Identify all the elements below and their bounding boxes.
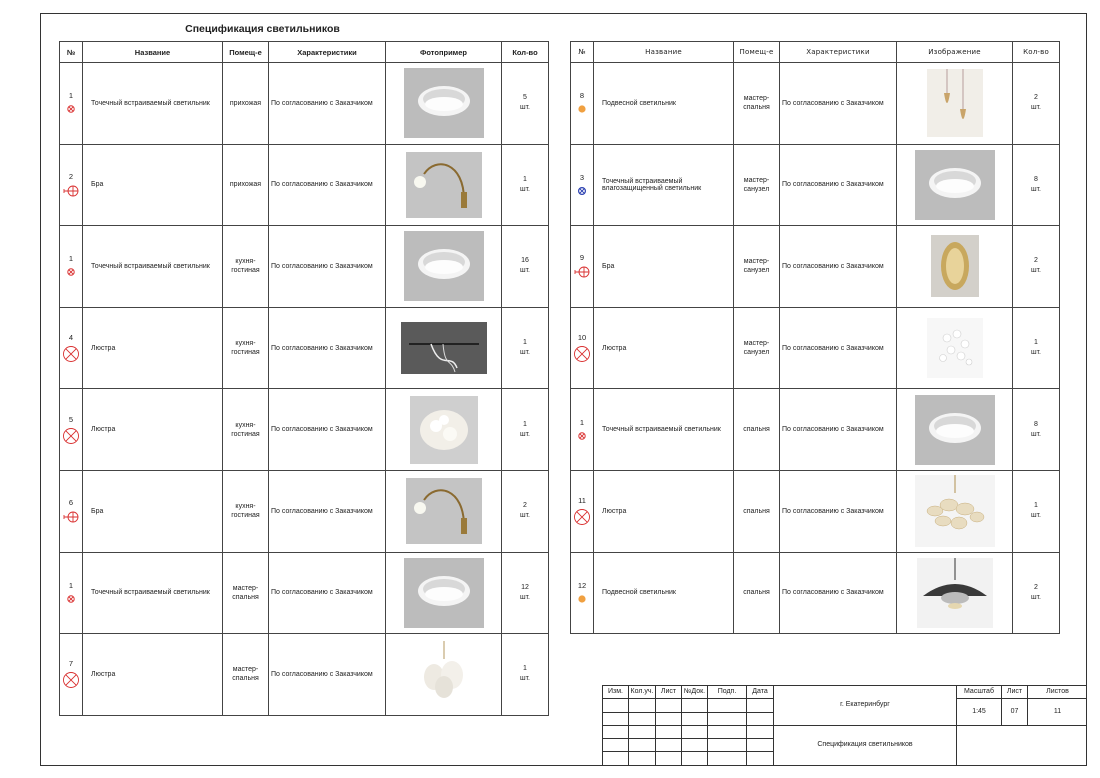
header-chars: Характеристики xyxy=(780,42,897,63)
fixture-symbol-icon xyxy=(571,593,593,605)
row-number: 1 xyxy=(68,580,74,590)
room-name: мастер-спальня xyxy=(734,63,780,145)
row-number-cell xyxy=(571,226,594,308)
room-name: мастер-санузел xyxy=(734,144,780,226)
row-number-cell xyxy=(60,389,83,471)
room-name: мастер-спальня xyxy=(223,552,269,634)
quantity-cell xyxy=(1013,389,1060,471)
quantity-value: 16 xyxy=(521,257,529,265)
fixture-symbol-icon xyxy=(60,266,82,278)
fixture-symbol-icon xyxy=(60,593,82,605)
fixture-name: Бра xyxy=(83,144,223,226)
fixture-symbol-icon xyxy=(60,510,82,524)
row-number: 2 xyxy=(68,171,74,181)
fixture-name: Люстра xyxy=(83,307,223,389)
stamp-line xyxy=(602,685,1087,686)
row-number-cell xyxy=(571,470,594,552)
row-number-cell xyxy=(60,470,83,552)
stamp-line xyxy=(655,685,656,765)
room-name: мастер-спальня xyxy=(223,634,269,716)
quantity-unit: шт. xyxy=(1031,267,1041,275)
row-number: 7 xyxy=(68,659,74,669)
quantity-unit: шт. xyxy=(520,593,530,601)
stamp-label-count: Кол.уч. xyxy=(630,688,654,695)
quantity-cell xyxy=(1013,63,1060,145)
header-room: Помещ-е xyxy=(734,42,780,63)
table-row xyxy=(60,552,549,634)
quantity-unit: шт. xyxy=(520,267,530,275)
stamp-scale: 1:45 xyxy=(972,708,986,715)
photo-cell xyxy=(386,470,502,552)
fixture-photo xyxy=(410,396,478,464)
stamp-scale-label: Масштаб xyxy=(964,688,994,695)
characteristics: По согласованию с Заказчиком xyxy=(780,307,897,389)
characteristics: По согласованию с Заказчиком xyxy=(269,144,386,226)
photo-cell xyxy=(386,63,502,145)
header-num: № xyxy=(60,42,83,63)
fixture-symbol-icon xyxy=(60,184,82,198)
quantity-value: 5 xyxy=(523,94,527,102)
quantity-value: 1 xyxy=(523,175,527,183)
table-row xyxy=(571,63,1060,145)
table-row xyxy=(60,63,549,145)
stamp-line xyxy=(956,698,1087,699)
fixture-photo xyxy=(927,318,983,378)
table-row xyxy=(60,307,549,389)
row-number: 3 xyxy=(579,172,585,182)
photo-cell xyxy=(386,389,502,471)
table-row xyxy=(571,307,1060,389)
room-name: мастер-санузел xyxy=(734,226,780,308)
row-number: 6 xyxy=(68,498,74,508)
quantity-value: 2 xyxy=(523,502,527,510)
quantity-cell xyxy=(502,470,549,552)
table-row xyxy=(60,144,549,226)
photo-cell xyxy=(897,63,1013,145)
table-row xyxy=(571,226,1060,308)
photo-cell xyxy=(386,552,502,634)
characteristics: По согласованию с Заказчиком xyxy=(269,552,386,634)
spec-table-left xyxy=(59,41,549,716)
row-number: 1 xyxy=(579,417,585,427)
room-name: кухня-гостиная xyxy=(223,470,269,552)
characteristics: По согласованию с Заказчиком xyxy=(780,552,897,634)
fixture-photo xyxy=(406,478,482,544)
quantity-cell xyxy=(1013,226,1060,308)
fixture-symbol-icon xyxy=(60,345,82,363)
quantity-unit: шт. xyxy=(520,675,530,683)
photo-cell xyxy=(386,307,502,389)
stamp-line xyxy=(628,685,629,765)
characteristics: По согласованию с Заказчиком xyxy=(780,389,897,471)
header-photo: Фотопример xyxy=(386,42,502,63)
room-name: спальня xyxy=(734,470,780,552)
photo-cell xyxy=(897,226,1013,308)
row-number: 12 xyxy=(577,580,587,590)
photo-cell xyxy=(897,389,1013,471)
stamp-sheets: 11 xyxy=(1053,708,1062,715)
fixture-name: Точечный встраиваемый влагозащищенный светильник xyxy=(594,144,734,226)
stamp-sheet: 07 xyxy=(1010,708,1019,715)
quantity-cell xyxy=(1013,144,1060,226)
stamp-line xyxy=(746,685,747,765)
table-header-row xyxy=(60,42,549,63)
row-number-cell xyxy=(571,63,594,145)
characteristics: По согласованию с Заказчиком xyxy=(780,226,897,308)
row-number: 1 xyxy=(68,91,74,101)
stamp-city: г. Екатеринбург xyxy=(840,701,890,708)
characteristics: По согласованию с Заказчиком xyxy=(269,389,386,471)
quantity-unit: шт. xyxy=(1031,430,1041,438)
row-number: 4 xyxy=(68,333,74,343)
row-number: 11 xyxy=(578,496,586,506)
stamp-doc-title: Спецификация светильников xyxy=(817,741,913,748)
quantity-value: 1 xyxy=(523,339,527,347)
stamp-line xyxy=(681,685,682,765)
stamp-label-date: Дата xyxy=(752,688,768,695)
characteristics: По согласованию с Заказчиком xyxy=(269,226,386,308)
quantity-cell xyxy=(502,552,549,634)
characteristics: По согласованию с Заказчиком xyxy=(269,470,386,552)
fixture-name: Люстра xyxy=(594,470,734,552)
quantity-cell xyxy=(502,63,549,145)
fixture-name: Бра xyxy=(594,226,734,308)
quantity-value: 1 xyxy=(523,665,527,673)
fixture-name: Подвесной светильник xyxy=(594,552,734,634)
fixture-symbol-icon xyxy=(60,671,82,689)
table-row xyxy=(60,226,549,308)
room-name: кухня-гостиная xyxy=(223,389,269,471)
header-image: Изображение xyxy=(897,42,1013,63)
stamp-line xyxy=(602,725,1087,726)
fixture-photo xyxy=(927,69,983,137)
fixture-name: Люстра xyxy=(594,307,734,389)
header-qty: Кол-во xyxy=(1013,42,1060,63)
row-number: 8 xyxy=(579,91,585,101)
header-name: Название xyxy=(594,42,734,63)
characteristics: По согласованию с Заказчиком xyxy=(780,63,897,145)
room-name: кухня-гостиная xyxy=(223,226,269,308)
row-number: 5 xyxy=(68,414,74,424)
quantity-cell xyxy=(502,144,549,226)
fixture-symbol-icon xyxy=(571,345,593,363)
fixture-name: Точечный встраиваемый светильник xyxy=(83,552,223,634)
table-row xyxy=(60,634,549,716)
fixture-name: Люстра xyxy=(83,389,223,471)
table-row xyxy=(571,552,1060,634)
quantity-value: 2 xyxy=(1034,94,1038,102)
quantity-unit: шт. xyxy=(1031,185,1041,193)
stamp-sheets-label: Листов xyxy=(1046,688,1069,695)
room-name: мастер-санузел xyxy=(734,307,780,389)
photo-cell xyxy=(897,470,1013,552)
fixture-photo xyxy=(915,150,995,220)
quantity-unit: шт. xyxy=(520,349,530,357)
characteristics: По согласованию с Заказчиком xyxy=(269,63,386,145)
fixture-symbol-icon xyxy=(571,265,593,279)
spec-table-right xyxy=(570,41,1060,634)
fixture-symbol-icon xyxy=(571,508,593,526)
quantity-value: 1 xyxy=(523,420,527,428)
fixture-photo xyxy=(915,475,995,547)
quantity-unit: шт. xyxy=(1031,104,1041,112)
page-title: Спецификация светильников xyxy=(185,23,340,35)
room-name: спальня xyxy=(734,389,780,471)
photo-cell xyxy=(897,307,1013,389)
quantity-cell xyxy=(502,634,549,716)
table-row xyxy=(60,389,549,471)
quantity-unit: шт. xyxy=(1031,593,1041,601)
table-row xyxy=(571,144,1060,226)
stamp-label-change: Изм. xyxy=(608,688,623,695)
header-chars: Характеристики xyxy=(269,42,386,63)
fixture-photo xyxy=(404,231,484,301)
fixture-name: Бра xyxy=(83,470,223,552)
header-name: Название xyxy=(83,42,223,63)
fixture-photo xyxy=(915,395,995,465)
room-name: спальня xyxy=(734,552,780,634)
fixture-symbol-icon xyxy=(571,185,593,197)
table-row xyxy=(60,470,549,552)
stamp-line xyxy=(956,725,957,765)
fixture-symbol-icon xyxy=(571,430,593,442)
stamp-line xyxy=(707,685,708,765)
quantity-value: 12 xyxy=(521,583,529,591)
quantity-unit: шт. xyxy=(1031,349,1041,357)
quantity-unit: шт. xyxy=(520,104,530,112)
stamp-label-sign: Подп. xyxy=(717,688,737,695)
photo-cell xyxy=(897,144,1013,226)
quantity-cell xyxy=(502,389,549,471)
table-header-row xyxy=(571,42,1060,63)
fixture-symbol-icon xyxy=(60,427,82,445)
quantity-unit: шт. xyxy=(520,512,530,520)
fixture-photo xyxy=(404,558,484,628)
room-name: кухня-гостиная xyxy=(223,307,269,389)
fixture-photo xyxy=(406,152,482,218)
photo-cell xyxy=(386,634,502,716)
row-number-cell xyxy=(60,307,83,389)
table-row xyxy=(571,470,1060,552)
quantity-value: 1 xyxy=(1034,502,1038,510)
fixture-name: Подвесной светильник xyxy=(594,63,734,145)
quantity-value: 2 xyxy=(1034,583,1038,591)
fixture-name: Люстра xyxy=(83,634,223,716)
room-name: прихожая xyxy=(223,63,269,145)
quantity-value: 8 xyxy=(1034,420,1038,428)
quantity-unit: шт. xyxy=(520,185,530,193)
row-number: 1 xyxy=(68,254,74,264)
stamp-line xyxy=(602,685,603,765)
header-num: № xyxy=(571,42,594,63)
quantity-cell xyxy=(1013,552,1060,634)
fixture-photo xyxy=(931,235,979,297)
header-qty: Кол-во xyxy=(502,42,549,63)
characteristics: По согласованию с Заказчиком xyxy=(780,470,897,552)
row-number-cell xyxy=(571,144,594,226)
photo-cell xyxy=(386,226,502,308)
row-number-cell xyxy=(571,389,594,471)
quantity-unit: шт. xyxy=(1031,512,1041,520)
title-block xyxy=(602,685,1087,765)
quantity-unit: шт. xyxy=(520,430,530,438)
fixture-photo xyxy=(401,322,487,374)
row-number: 10 xyxy=(577,333,587,343)
row-number-cell xyxy=(60,63,83,145)
quantity-value: 1 xyxy=(1034,339,1038,347)
stamp-line xyxy=(773,685,774,765)
fixture-name: Точечный встраиваемый светильник xyxy=(594,389,734,471)
fixture-name: Точечный встраиваемый светильник xyxy=(83,63,223,145)
characteristics: По согласованию с Заказчиком xyxy=(269,634,386,716)
photo-cell xyxy=(386,144,502,226)
quantity-value: 8 xyxy=(1034,175,1038,183)
row-number-cell xyxy=(571,552,594,634)
fixture-symbol-icon xyxy=(60,103,82,115)
characteristics: По согласованию с Заказчиком xyxy=(269,307,386,389)
row-number-cell xyxy=(60,226,83,308)
quantity-cell xyxy=(502,226,549,308)
fixture-photo xyxy=(412,639,476,709)
stamp-label-sheet: Лист xyxy=(660,688,677,695)
characteristics: По согласованию с Заказчиком xyxy=(780,144,897,226)
stamp-label-doc: №Док. xyxy=(683,688,706,695)
quantity-cell xyxy=(1013,307,1060,389)
photo-cell xyxy=(897,552,1013,634)
fixture-photo xyxy=(404,68,484,138)
row-number: 9 xyxy=(579,253,585,263)
fixture-symbol-icon xyxy=(571,103,593,115)
fixture-photo xyxy=(917,558,993,628)
room-name: прихожая xyxy=(223,144,269,226)
quantity-cell xyxy=(502,307,549,389)
header-room: Помещ-е xyxy=(223,42,269,63)
quantity-value: 2 xyxy=(1034,257,1038,265)
row-number-cell xyxy=(60,144,83,226)
row-number-cell xyxy=(60,552,83,634)
row-number-cell xyxy=(571,307,594,389)
quantity-cell xyxy=(1013,470,1060,552)
table-row xyxy=(571,389,1060,471)
row-number-cell xyxy=(60,634,83,716)
fixture-name: Точечный встраиваемый светильник xyxy=(83,226,223,308)
stamp-sheet-label: Лист xyxy=(1006,688,1023,695)
